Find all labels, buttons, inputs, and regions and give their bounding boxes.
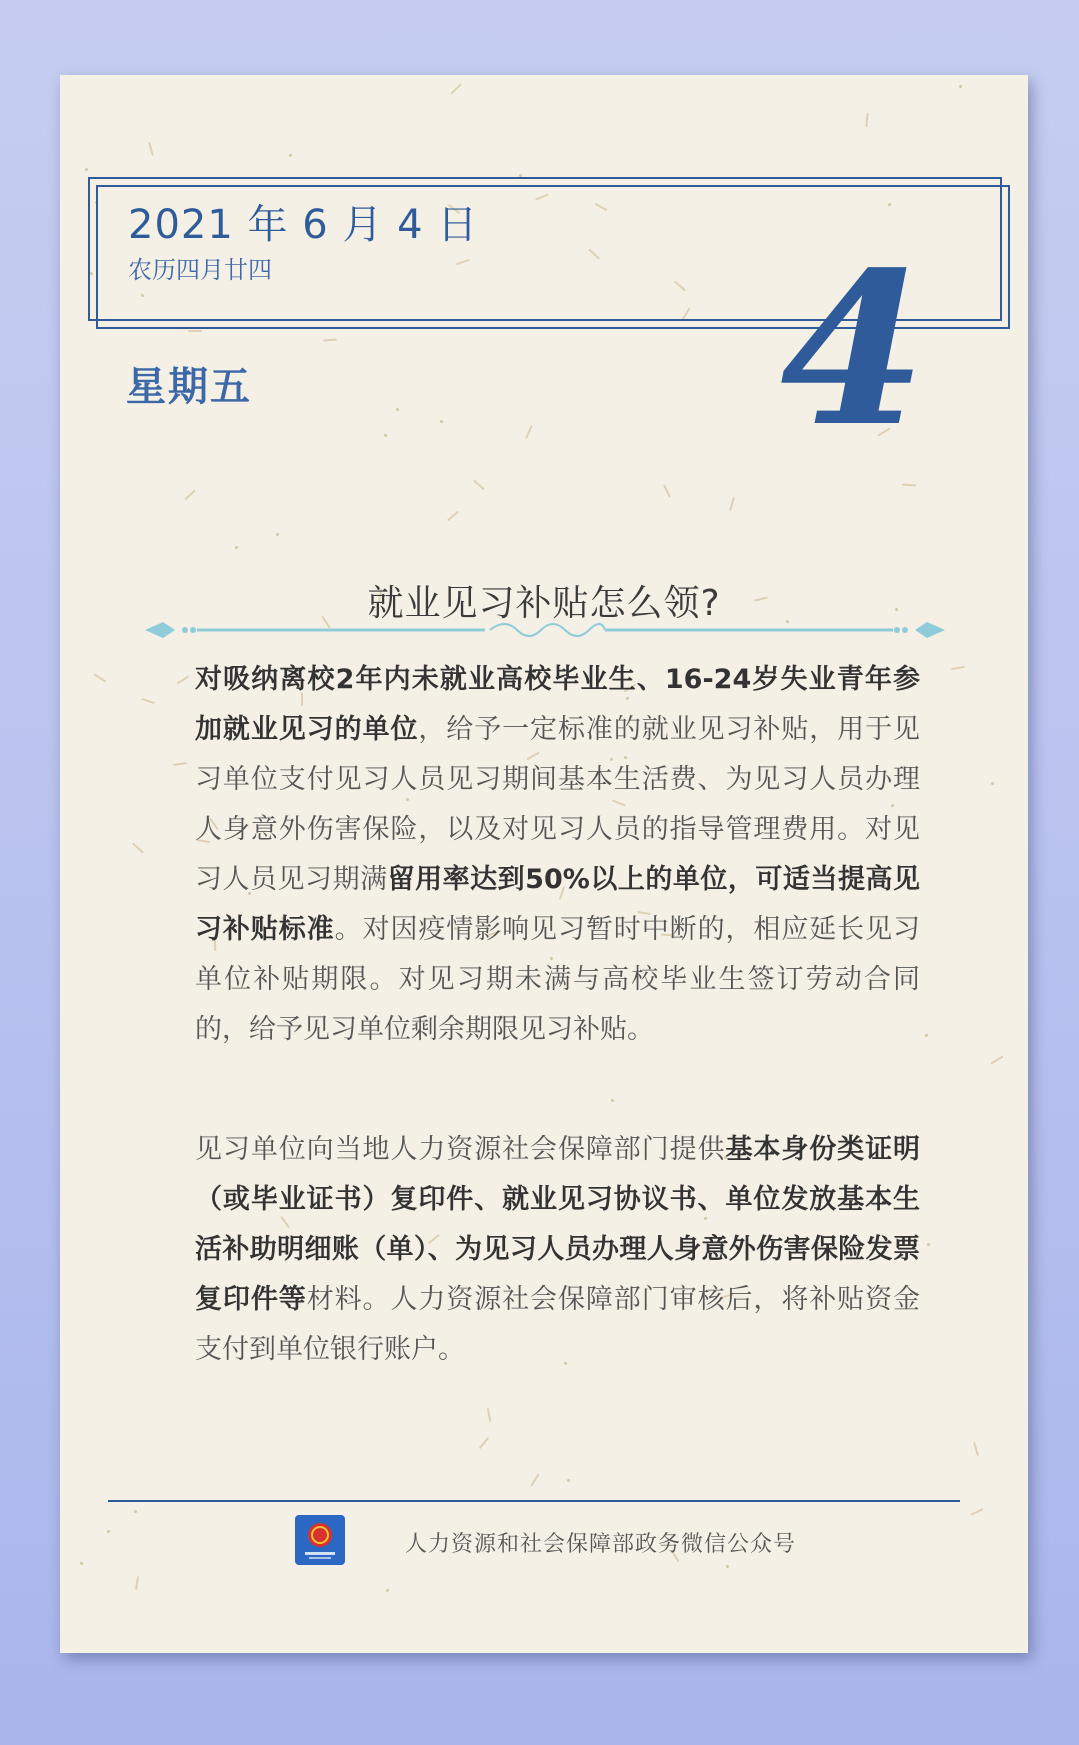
paper-fleck — [990, 1056, 1003, 1065]
paper-fleck — [970, 1508, 983, 1516]
paper-fleck — [991, 782, 994, 785]
paper-fleck — [85, 168, 88, 171]
paper-fleck — [450, 83, 461, 94]
paper-fleck — [487, 1408, 492, 1422]
paper-fleck — [479, 1437, 489, 1449]
paper-fleck — [323, 339, 337, 342]
paper-fleck — [865, 113, 868, 127]
p2-text-1: 见习单位向当地人力资源社会保障部门提供 — [195, 1134, 726, 1165]
paper-fleck — [135, 1576, 139, 1590]
paper-fleck — [473, 480, 485, 491]
p2-text-2: 材料。人力资源社会保障部门审核后，将补贴资金支付到单位银行账户。 — [195, 1284, 921, 1365]
paper-fleck — [188, 330, 202, 332]
paper-fleck — [925, 1034, 928, 1037]
p2-bold-1: 基本身份类证明（或毕业证书）复印件、就业见习协议书、单位发放基本生活补助明细账（单）、为见习人员办理人身意外伤害保险发票复印件等 — [195, 1134, 921, 1315]
p1-bold-1: 对吸纳离校2年内未就业高校毕业生、16-24岁失业青年参加就业见习的单位 — [195, 664, 920, 745]
paper-fleck — [173, 762, 187, 766]
date-text: 2021 年 6 月 4 日 — [128, 202, 479, 248]
paper-fleck — [726, 1565, 729, 1568]
national-emblem-icon — [295, 1515, 345, 1565]
p1-text-2: 。对因疫情影响见习暂时中断的，相应延长见习单位补贴期限。对见习期未满与高校毕业生签订劳动合同的，给予见习单位剩余期限见习补贴。 — [195, 914, 921, 1045]
calendar-card — [60, 75, 1028, 1653]
paper-fleck — [567, 1479, 570, 1482]
paper-fleck — [525, 425, 532, 439]
paper-fleck — [107, 1530, 110, 1533]
paper-fleck — [902, 484, 916, 487]
paper-fleck — [132, 843, 144, 854]
paper-fleck — [148, 142, 154, 156]
p1-bold-2: 留用率达到50%以上的单位，可适当提高见习补贴标准 — [195, 864, 920, 945]
footer-source: 人力资源和社会保障部政务微信公众号 — [405, 1532, 797, 1557]
paragraph-1 — [195, 655, 920, 1055]
paper-fleck — [663, 484, 671, 497]
paper-fleck — [386, 1589, 389, 1592]
ornament-divider — [145, 610, 945, 650]
paper-fleck — [235, 546, 238, 549]
paper-fleck — [289, 154, 292, 157]
paper-fleck — [184, 489, 196, 500]
paper-fleck — [530, 1474, 539, 1487]
paper-fleck — [94, 673, 107, 682]
paper-fleck — [134, 1510, 137, 1513]
paper-fleck — [384, 434, 387, 437]
article-title: 就业见习补贴怎么领? — [367, 583, 721, 624]
paper-fleck — [611, 1099, 614, 1102]
paper-fleck — [729, 497, 735, 511]
weekday: 星期五 — [126, 364, 252, 410]
p1-text-1: ，给予一定标准的就业见习补贴，用于见习单位支付见习人员见习期间基本生活费、为见习人员办理人身意外伤害保险，以及对见习人员的指导管理费用。对见习人员见习期满 — [195, 714, 921, 895]
paper-fleck — [927, 1243, 930, 1246]
paper-fleck — [177, 675, 190, 684]
paper-fleck — [80, 1562, 83, 1565]
footer-divider — [108, 1500, 960, 1502]
paper-fleck — [951, 666, 965, 670]
paper-fleck — [447, 511, 459, 522]
lunar-date: 农历四月廿四 — [128, 256, 272, 284]
paper-fleck — [396, 408, 399, 411]
paper-fleck — [141, 698, 155, 704]
paper-fleck — [440, 420, 443, 423]
day-number: 4 — [780, 226, 927, 473]
paper-fleck — [959, 85, 962, 88]
paper-fleck — [973, 1442, 979, 1456]
paper-fleck — [276, 533, 279, 536]
paragraph-2 — [195, 1125, 920, 1375]
